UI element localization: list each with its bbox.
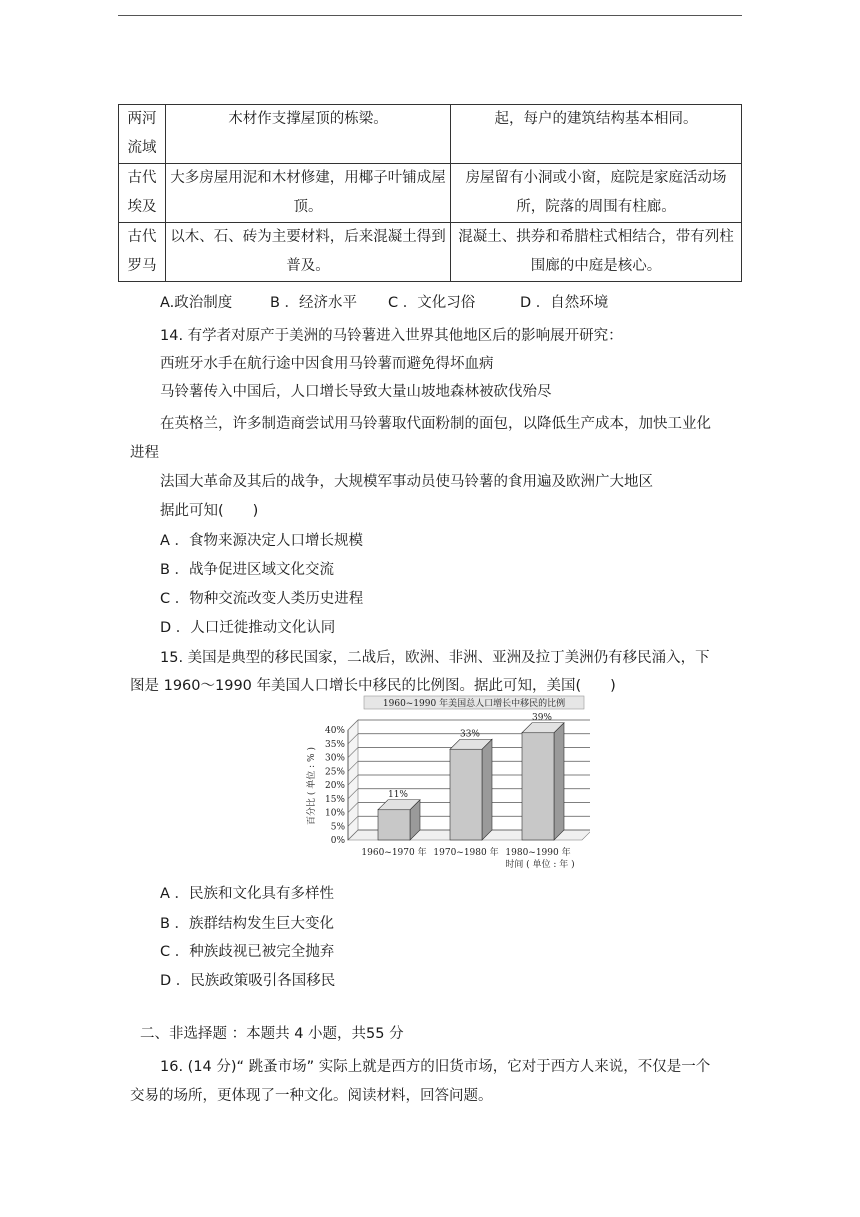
x-tick-label: 1970~1980 年 xyxy=(433,848,499,858)
y-tick-label: 20% xyxy=(324,781,345,791)
x-tick-label: 1980~1990 年 xyxy=(505,848,571,858)
y-tick-label: 5% xyxy=(330,822,345,833)
bar xyxy=(450,749,482,840)
immigration-bar-chart xyxy=(304,694,590,872)
table-row xyxy=(119,164,742,223)
q14-material-4: 法国大革命及其后的战争，大规模军事动员使马铃薯的食用遍及欧洲广大地区 xyxy=(160,474,653,490)
bar-side xyxy=(482,739,492,840)
q14-question: 据此可知( ) xyxy=(160,503,259,519)
table-row xyxy=(119,223,742,282)
bar xyxy=(522,733,554,840)
y-tick-label: 35% xyxy=(324,739,345,750)
section-heading: 二、非选择题 ：本题共 4 小题，共55 分 xyxy=(140,1026,404,1042)
q14-material-3-cont: 进程 xyxy=(130,445,159,461)
q13-options xyxy=(160,291,608,312)
y-axis-label: 百分比 ( 单位 : % ) xyxy=(307,747,317,825)
structure-cell: 房屋留有小洞或小窗，庭院是家庭活动场所，院落的周围有柱廊。 xyxy=(451,164,742,223)
bar-value-label: 39% xyxy=(531,712,553,723)
y-tick-label: 10% xyxy=(324,808,345,819)
q13-option-d[interactable]: D ．自然环境 xyxy=(520,295,609,311)
x-tick-label: 1960~1970 年 xyxy=(361,848,427,858)
q14-material-3: 在英格兰，许多制造商尝试用马铃薯取代面粉制的面包，以降低生产成本，加快工业化 xyxy=(160,416,711,432)
material-cell: 大多房屋用泥和木材修建，用椰子叶铺成屋顶。 xyxy=(166,164,451,223)
housing-comparison-table xyxy=(118,104,742,282)
y-tick-label: 40% xyxy=(324,726,345,736)
q16-stem: 16. (14 分)“ 跳蚤市场” 实际上就是西方的旧货市场，它对于西方人来说，不仅是一个 xyxy=(160,1059,711,1075)
q13-option-a[interactable]: A.政治制度 xyxy=(160,295,233,311)
bar-value-label: 11% xyxy=(387,789,409,800)
q15-option-d[interactable]: D ．民族政策吸引各国移民 xyxy=(160,973,336,989)
q15-stem: 15. 美国是典型的移民国家，二战后，欧洲、非洲、亚洲及拉丁美洲仍有移民涌入，下 xyxy=(160,650,710,666)
y-tick-label: 25% xyxy=(324,767,345,778)
q15-option-c[interactable]: C ．种族歧视已被完全抛弃 xyxy=(160,944,335,960)
structure-cell: 混凝土、拱券和希腊柱式相结合，带有列柱围廊的中庭是核心。 xyxy=(451,223,742,282)
q13-option-b[interactable]: B ．经济水平 xyxy=(270,295,358,311)
q14-option-d[interactable]: D ．人口迁徙推动文化认同 xyxy=(160,620,336,636)
y-tick-label: 15% xyxy=(324,794,345,805)
q15-option-b[interactable]: B ．族群结构发生巨大变化 xyxy=(160,916,335,932)
q16-stem-cont: 交易的场所，更体现了一种文化。阅读材料，回答问题。 xyxy=(130,1088,493,1104)
material-cell: 木材作支撑屋顶的栋梁。 xyxy=(166,105,451,164)
x-axis-label: 时间 ( 单位 : 年 ) xyxy=(505,860,575,870)
bar xyxy=(378,810,410,840)
region-cell: 古代埃及 xyxy=(119,164,166,223)
q14-option-b[interactable]: B ．战争促进区域文化交流 xyxy=(160,562,335,578)
q14-option-c[interactable]: C ．物种交流改变人类历史进程 xyxy=(160,591,364,607)
region-cell: 两河流域 xyxy=(119,105,166,164)
region-cell: 古代罗马 xyxy=(119,223,166,282)
y-tick-label: 30% xyxy=(324,753,345,764)
q14-material-1: 西班牙水手在航行途中因食用马铃薯而避免得坏血病 xyxy=(160,356,494,372)
q14-material-2: 马铃薯传入中国后，人口增长导致大量山坡地森林被砍伐殆尽 xyxy=(160,384,552,400)
bar-value-label: 33% xyxy=(459,729,481,740)
q15-option-a[interactable]: A ．民族和文化具有多样性 xyxy=(160,886,335,902)
header-rule xyxy=(118,15,742,16)
q14-stem: 14. 有学者对原产于美洲的马铃薯进入世界其他地区后的影响展开研究： xyxy=(160,328,623,344)
chart-svg xyxy=(304,694,590,872)
table-row xyxy=(119,105,742,164)
q15-stem-cont: 图是 1960～1990 年美国人口增长中移民的比例图。据此可知，美国( ) xyxy=(130,678,616,694)
structure-cell: 起，每户的建筑结构基本相同。 xyxy=(451,105,742,164)
q13-option-c[interactable]: C ．文化习俗 xyxy=(388,295,476,311)
q14-option-a[interactable]: A ．食物来源决定人口增长规模 xyxy=(160,533,364,549)
bar-side xyxy=(554,723,564,840)
material-cell: 以木、石、砖为主要材料，后来混凝土得到普及。 xyxy=(166,223,451,282)
y-tick-label: 0% xyxy=(330,836,345,846)
chart-title: 1960~1990 年美国总人口增长中移民的比例 xyxy=(382,699,566,709)
